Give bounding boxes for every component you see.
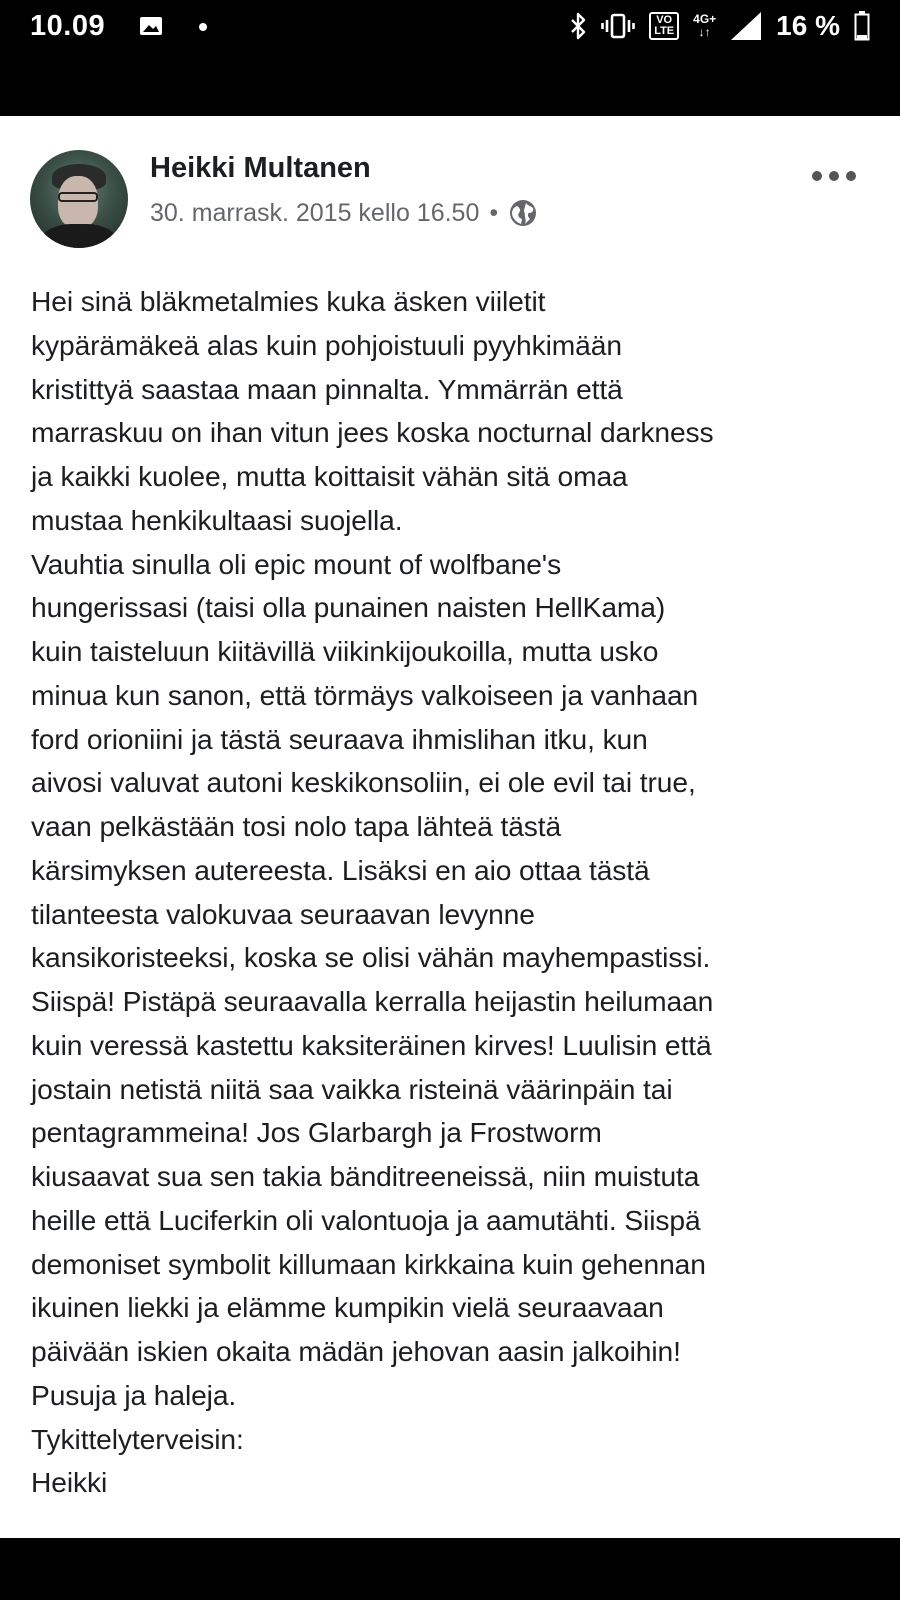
meta-separator: • — [489, 198, 499, 227]
more-options-dot — [846, 171, 856, 181]
avatar-face — [58, 176, 98, 228]
post-timestamp[interactable]: 30. marrask. 2015 kello 16.50 — [150, 198, 480, 227]
post-card — [0, 116, 900, 1538]
more-options-icon — [812, 171, 822, 181]
notification-dot-icon — [199, 23, 207, 31]
more-options-dot — [829, 171, 839, 181]
status-time: 10.09 — [30, 10, 106, 42]
status-icons — [569, 8, 870, 44]
avatar[interactable] — [30, 150, 128, 248]
battery-icon — [854, 11, 870, 41]
avatar-glasses — [58, 192, 98, 202]
volte-bottom-label: LTE — [654, 25, 675, 37]
author-name[interactable]: Heikki Multanen — [150, 152, 371, 184]
network-4g-icon — [693, 13, 716, 39]
signal-icon — [730, 11, 762, 41]
post-meta — [150, 198, 538, 228]
volte-top-label: VO — [656, 14, 673, 26]
battery-percentage: 16 % — [776, 10, 840, 41]
globe-icon[interactable] — [508, 198, 538, 228]
vibrate-icon — [601, 12, 635, 40]
data-arrows-icon: ↓↑ — [698, 25, 711, 39]
post-body-text: Hei sinä bläkmetalmies kuka äsken viiletit kypärämäkeä alas kuin pohjoistuuli pyyhkimään kristittyä saastaa maan pinnalta. Ymmärrän että marraskuu on ihan vitun jees koska nocturnal darkness ja kaikki kuolee, mutta koittaisit vähän sitä omaa mustaa henkikultaasi suojella. Vauhtia sinulla oli epic mount of wolfbane's hungerissasi (taisi olla punainen naisten HellKama) kuin taisteluun kiitävillä viikinkijoukoilla, mutta usko minua kun sanon, että törmäys valkoiseen ja vanhaan ford orioniini ja tästä seuraava ihmislihan itku, kun aivosi valuvat autoni keskikonsoliin, ei ole evil tai true, vaan pelkästään tosi nolo tapa lähteä tästä kärsimyksen autereesta. Lisäksi en aio ottaa tästä tilanteesta valokuvaa seuraavan levynne kansikoristeeksi, koska se olisi vähän mayhempastissi. Siispä! Pistäpä seuraavalla kerralla heijastin heilumaan kuin veressä kastettu kaksiteräinen kirves! Luulisin että jostain netistä niitä saa vaikka risteinä väärinpäin tai pentagrammeina! Jos Glarbargh ja Frostworm kiusaavat sua sen takia bänditreeneissä, niin muistuta heille että Luciferkin oli valontuoja ja aamutähti. Siispä demoniset symbolit killumaan kirkkaina kuin gehennan ikuinen liekki ja elämme kumpikin vielä seuraavaan päivään iskien okaita mädän jehovan aasin jalkoihin! Pusuja ja haleja. Tykittelyterveisin: Heikki — [31, 285, 714, 1499]
network-label: 4G+ — [693, 12, 717, 26]
bottom-bar — [0, 1538, 900, 1600]
gallery-icon — [139, 16, 163, 36]
status-bar — [0, 0, 900, 116]
avatar-shirt — [42, 224, 116, 248]
bluetooth-icon — [569, 12, 587, 40]
more-options-button[interactable] — [812, 166, 856, 186]
volte-icon — [649, 12, 679, 40]
